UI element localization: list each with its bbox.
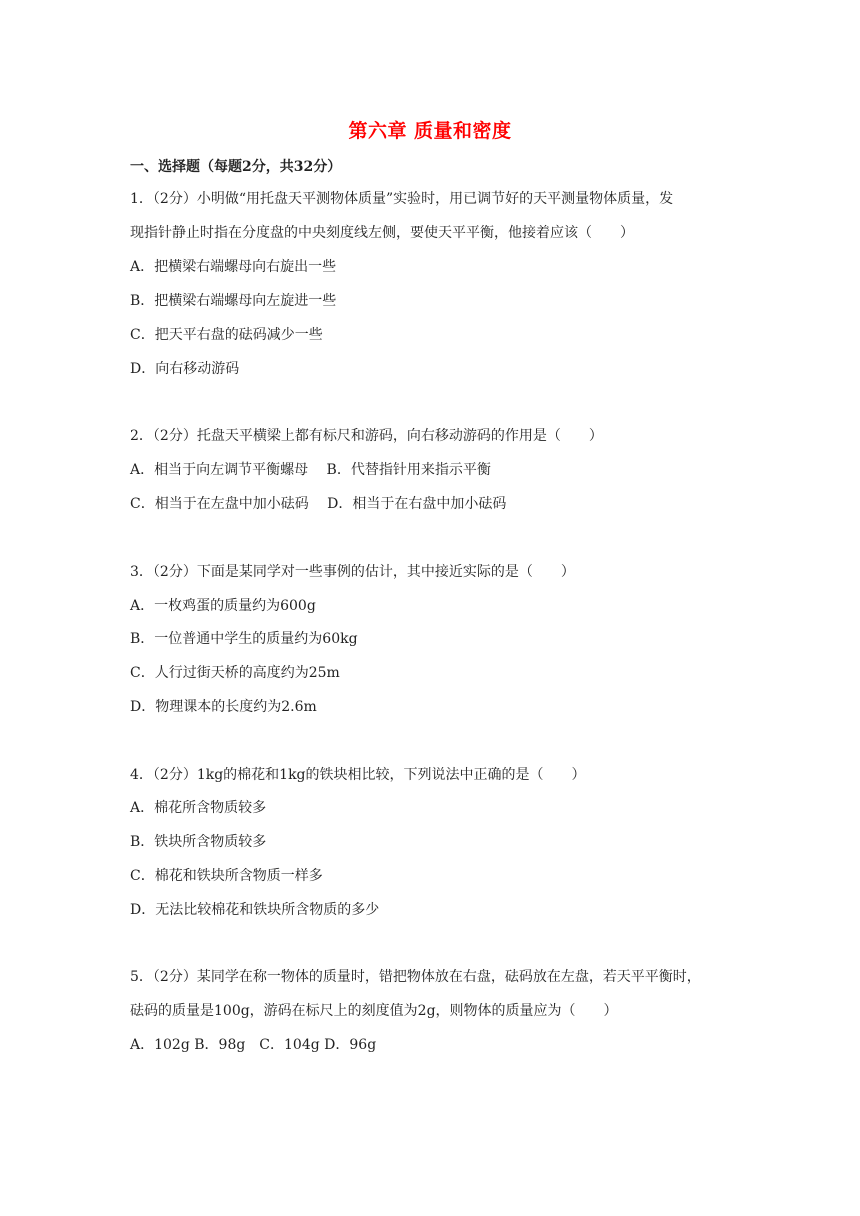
question-1-option-b: B．把横梁右端螺母向左旋进一些 [130,293,337,309]
question-2-options-cd: C．相当于在左盘中加小砝码 D．相当于在右盘中加小砝码 [130,496,507,512]
section-heading: 一、选择题（每题2分，共32分） [130,159,342,175]
question-3-option-b: B．一位普通中学生的质量约为60kg [130,631,358,647]
question-3-option-c: C．人行过街天桥的高度约为25m [130,665,340,681]
question-1-option-c: C．把天平右盘的砝码减少一些 [130,327,323,343]
question-4-option-c: C．棉花和铁块所含物质一样多 [130,868,323,884]
question-1-stem-line-2: 现指针静止时指在分度盘的中央刻度线左侧，要使天平平衡，他接着应该（ ） [130,225,634,241]
question-3-option-a: A．一枚鸡蛋的质量约为600g [130,598,316,614]
question-1-option-a: A．把横梁右端螺母向右旋出一些 [130,259,337,275]
question-4-option-b: B．铁块所含物质较多 [130,834,267,850]
question-2-options-ab: A．相当于向左调节平衡螺母 B．代替指针用来指示平衡 [130,462,491,478]
question-5-options: A．102g B．98g C．104g D．96g [130,1037,377,1053]
question-1-stem-line-1: 1．（2分）小明做“用托盘天平测物体质量”实验时，用已调节好的天平测量物体质量，发 [130,191,674,207]
question-1-option-d: D．向右移动游码 [130,361,240,377]
question-4-option-d: D．无法比较棉花和铁块所含物质的多少 [130,902,380,918]
question-2-stem: 2．（2分）托盘天平横梁上都有标尺和游码，向右移动游码的作用是（ ） [130,428,603,444]
question-5-stem-line-1: 5．（2分）某同学在称一物体的质量时，错把物体放在右盘，砝码放在左盘，若天平平衡时， [130,969,701,985]
question-4-stem: 4．（2分）1kg的棉花和1kg的铁块相比较，下列说法中正确的是（ ） [130,767,586,783]
page-title: 第六章 质量和密度 [348,120,512,142]
question-3-option-d: D．物理课本的长度约为2.6m [130,699,317,715]
question-3-stem: 3．（2分）下面是某同学对一些事例的估计，其中接近实际的是（ ） [130,564,575,580]
question-4-option-a: A．棉花所含物质较多 [130,800,267,816]
question-5-stem-line-2: 砝码的质量是100g，游码在标尺上的刻度值为2g，则物体的质量应为（ ） [130,1003,618,1019]
